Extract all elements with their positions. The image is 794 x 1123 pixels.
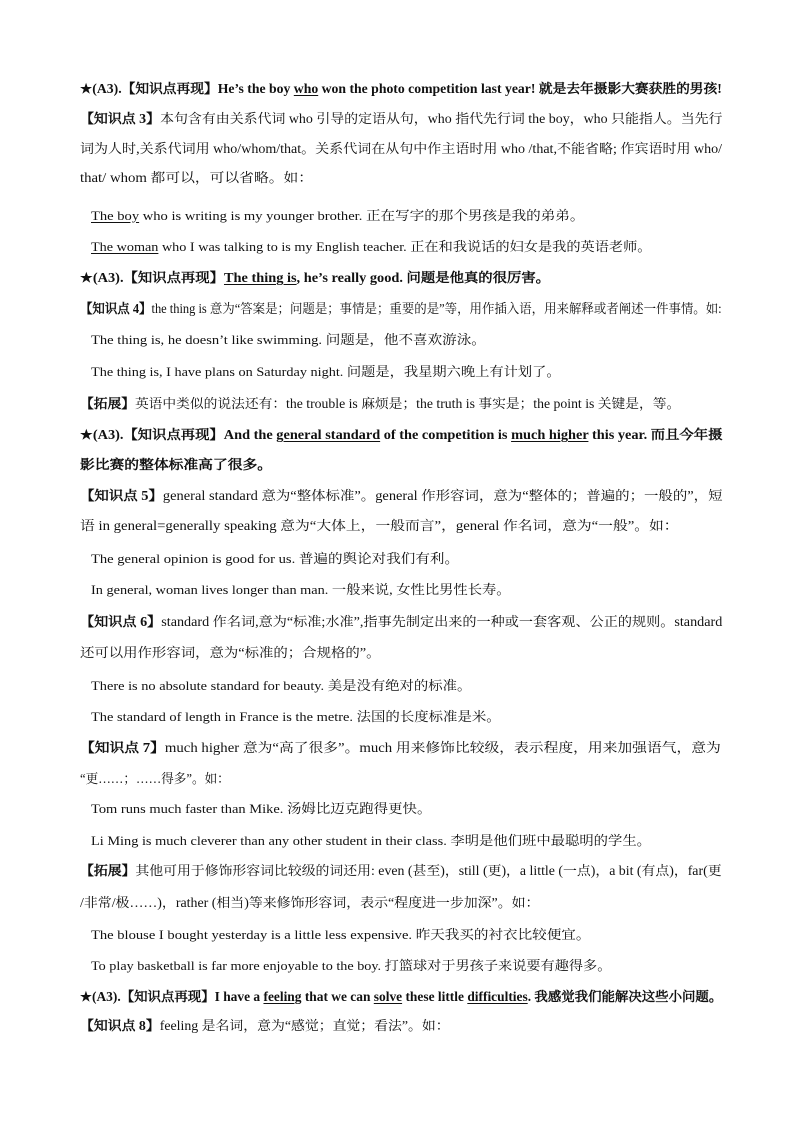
text-segment: much higher 意为“高了很多”。much 用来修饰比较级，表示程度，用来加强语气，意为 <box>164 740 721 755</box>
bold-text: ★(A3).【知识点再现】He’s the boy <box>80 81 294 96</box>
text-segment: the thing is 意为“答案是；问题是；事情是；重要的是”等，用作插入语，用来解释或者阐述一件事情。如: <box>151 301 722 316</box>
text-segment: The blouse I bought yesterday is a little less expensive. 昨天我买的衬衣比较便宜。 <box>91 927 591 942</box>
text-line <box>80 456 272 474</box>
bold-text: 【知识点 5】 <box>80 488 163 503</box>
underlined-phrase: general standard <box>276 427 381 442</box>
bold-text: 【知识点 4】 <box>80 301 152 316</box>
text-segment: 语 in general=generally speaking 意为“大体上，一般而言”，general 作名词，意为“一般”。如： <box>80 518 679 533</box>
text-line <box>80 300 722 318</box>
text-segment: The thing is, I have plans on Saturday night. 问题是，我星期六晚上有计划了。 <box>91 364 561 379</box>
text-line <box>80 487 723 505</box>
underlined-phrase: solve <box>373 989 403 1004</box>
text-segment: Li Ming is much cleverer than any other student in their class. 李明是他们班中最聪明的学生。 <box>91 833 651 848</box>
text-line <box>80 80 722 98</box>
text-segment: The general opinion is good for us. 普遍的舆论对我们有利。 <box>91 551 460 566</box>
text-line <box>80 140 722 158</box>
text-line <box>80 169 313 187</box>
bold-text: 【拓展】 <box>80 396 135 411</box>
underlined-phrase: difficulties <box>467 989 528 1004</box>
text-line <box>91 677 471 695</box>
underlined-phrase: The woman <box>91 239 159 254</box>
text-line <box>91 238 651 256</box>
underlined-phrase: The boy <box>91 208 140 223</box>
bold-text: 【知识点 3】 <box>80 111 161 126</box>
text-line <box>80 644 381 662</box>
text-line <box>80 426 722 444</box>
text-line <box>80 1017 450 1035</box>
text-line <box>91 207 584 225</box>
bold-text: ★(A3).【知识点再现】 <box>80 270 224 285</box>
text-line <box>91 331 486 349</box>
text-segment: 英语中类似的说法还有：the trouble is 麻烦是；the truth is 事实是；the point is 关键是，等。 <box>134 396 681 411</box>
bold-text: ★(A3).【知识点再现】I have a <box>80 989 264 1004</box>
text-line <box>91 581 511 599</box>
underlined-phrase: who <box>293 81 319 96</box>
bold-text: 影比赛的整体标准高了很多。 <box>80 457 273 472</box>
text-line <box>80 613 722 631</box>
text-segment: /非常/极……)，rather (相当)等来修饰形容词，表示“程度进一步加深”。如： <box>80 895 540 910</box>
text-line <box>91 363 561 381</box>
underlined-phrase: much higher <box>511 427 589 442</box>
bold-text: ★(A3).【知识点再现】And the <box>80 427 277 442</box>
text-segment: To play basketball is far more enjoyable to the boy. 打篮球对于男孩子来说要有趣得多。 <box>91 958 612 973</box>
text-segment: who is writing is my younger brother. 正在写字的那个男孩是我的弟弟。 <box>139 208 585 223</box>
text-segment: that/ whom 都可以，可以省略。如： <box>80 170 314 185</box>
text-line <box>80 110 722 128</box>
underlined-phrase: feeling <box>263 989 302 1004</box>
underlined-phrase: The thing is <box>223 270 297 285</box>
text-segment: who I was talking to is my English teacher. 正在和我说话的妇女是我的英语老师。 <box>158 239 652 254</box>
text-line <box>91 832 651 850</box>
bold-text: these little <box>402 989 468 1004</box>
bold-text: 【知识点 6】 <box>80 614 162 629</box>
text-line <box>91 800 431 818</box>
bold-text: . 我感觉我们能解决这些小问题。 <box>527 989 723 1004</box>
text-segment: There is no absolute standard for beauty. 美是没有绝对的标准。 <box>91 678 472 693</box>
text-line <box>80 894 539 912</box>
text-line <box>91 926 590 944</box>
text-line <box>80 739 721 757</box>
bold-text: 【知识点 8】 <box>80 1018 160 1033</box>
text-segment: In general, woman lives longer than man. 一般来说, 女性比男性长寿。 <box>91 582 511 597</box>
text-line <box>91 708 501 726</box>
bold-text: 【知识点 7】 <box>80 740 165 755</box>
text-line <box>91 550 459 568</box>
text-line <box>80 517 679 535</box>
text-line <box>91 957 611 975</box>
text-line <box>80 988 722 1006</box>
text-segment: Tom runs much faster than Mike. 汤姆比迈克跑得更快。 <box>91 801 432 816</box>
text-segment: The thing is, he doesn’t like swimming. 问题是，他不喜欢游泳。 <box>91 332 486 347</box>
text-line <box>80 862 722 880</box>
bold-text: 【拓展】 <box>80 863 136 878</box>
text-line <box>80 269 550 287</box>
text-segment: The standard of length in France is the metre. 法国的长度标准是米。 <box>91 709 501 724</box>
bold-text: that we can <box>301 989 374 1004</box>
text-segment: general standard 意为“整体标准”。general 作形容词，意为“整体的；普遍的；一般的”，短 <box>162 488 723 503</box>
text-segment: 本句含有由关系代词 who 引导的定语从句，who 指代先行词 the boy，who 只能指人。当先行 <box>160 111 723 126</box>
text-segment: standard 作名词,意为“标准;水准”,指事先制定出来的一种或一套客观、公正的规则。standard <box>161 614 723 629</box>
text-segment: 其他可用于修饰形容词比较级的词还用: even (甚至)，still (更)，a little (一点)，a bit (有点)，far(更 <box>135 863 722 878</box>
bold-text: this year. 而且今年摄 <box>588 427 723 442</box>
text-segment: “更……；……得多”。如： <box>80 771 230 786</box>
text-segment: 还可以用作形容词，意为“标准的；合规格的”。 <box>80 645 381 660</box>
bold-text: won the photo competition last year! 就是去年摄影大赛获胜的男孩! <box>318 81 722 96</box>
bold-text: of the competition is <box>380 427 512 442</box>
text-line <box>80 395 680 413</box>
bold-text: , he’s really good. 问题是他真的很厉害。 <box>296 270 551 285</box>
text-segment: feeling 是名词，意为“感觉；直觉；看法”。如： <box>159 1018 450 1033</box>
text-line <box>80 770 230 788</box>
text-segment: 词为人时,关系代词用 who/whom/that。关系代词在从句中作主语时用 who /that,不能省略; 作宾语时用 who/ <box>80 141 723 156</box>
